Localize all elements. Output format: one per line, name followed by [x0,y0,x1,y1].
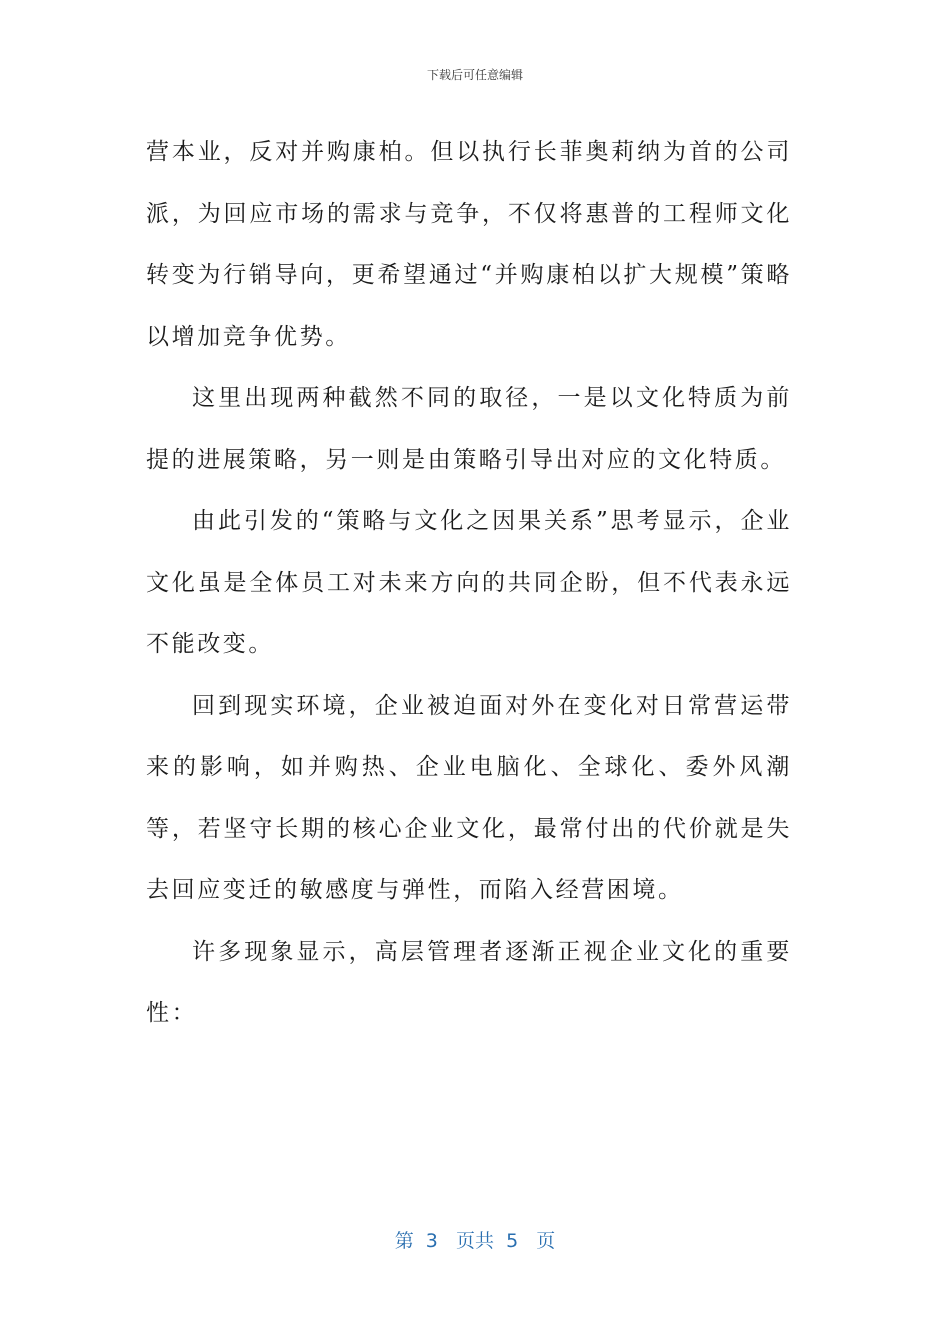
page-number-footer: 第 3 页共 5 页 [394,1230,556,1252]
paragraph-3: 由此引发的“策略与文化之因果关系”思考显示，企业文化虽是全体员工对未来方向的共同企盼，但不代表永远不能改变。 [146,508,792,657]
paragraph-2: 这里出现两种截然不同的取径，一是以文化特质为前提的进展策略，另一则是由策略引导出对应的文化特质。 [146,385,792,473]
paragraph-4: 回到现实环境，企业被迫面对外在变化对日常营运带来的影响，如并购热、企业电脑化、全球化、委外风潮等，若坚守长期的核心企业文化，最常付出的代价就是失去回应变迁的敏感度与弹性，而陷入经营困境。 [146,692,792,903]
paragraph-1: 营本业，反对并购康柏。但以执行长菲奥莉纳为首的公司派，为回应市场的需求与竞争，不仅将惠普的工程师文化转变为行销导向，更希望通过“并购康柏以扩大规模”策略以增加竞争优势。 [146,139,792,350]
document-body [146,122,792,1045]
page-header: 下载后可任意编辑 [426,68,523,82]
paragraph-5: 许多现象显示，高层管理者逐渐正视企业文化的重要性： [146,938,792,1026]
